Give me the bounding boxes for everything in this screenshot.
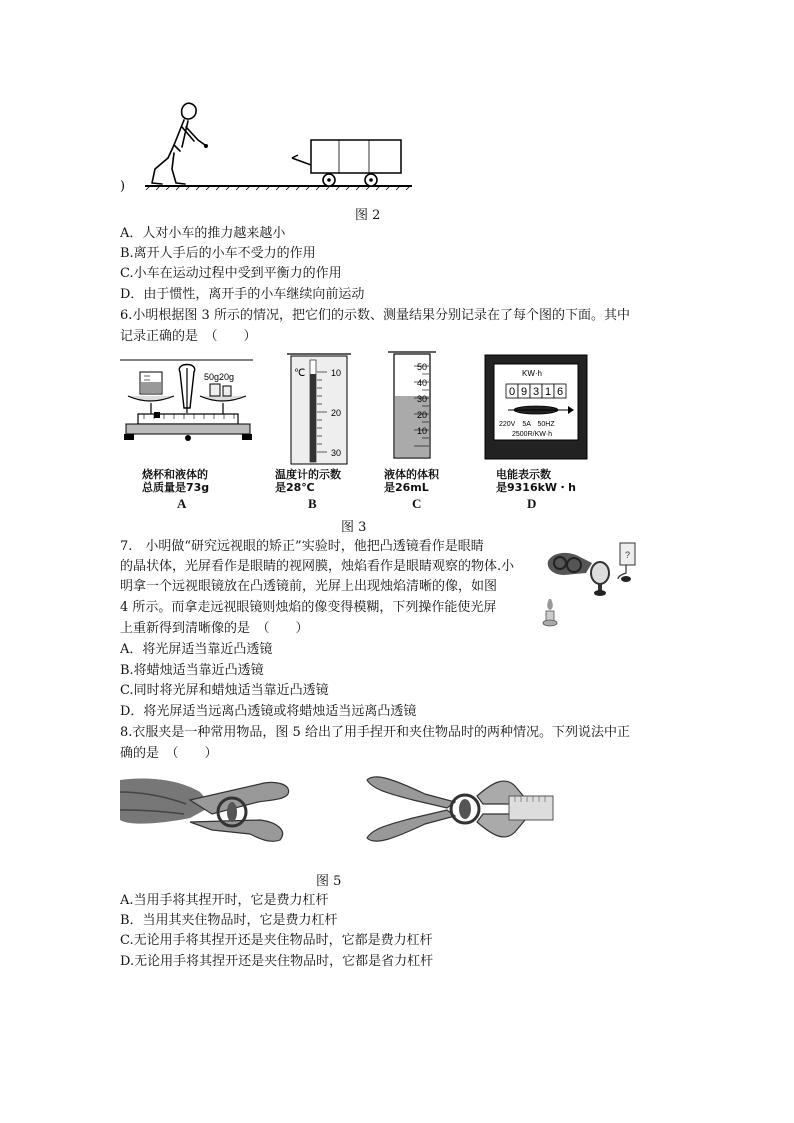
thermometer-tick-20: 20 (331, 408, 342, 418)
q8-option-b: B．当用其夹住物品时，它是费力杠杆 (120, 913, 338, 928)
hand-pinching-clothespin-illustration (120, 770, 295, 848)
figure-3-caption: 图 3 (341, 520, 367, 535)
figure-3a-letter: A (177, 496, 187, 511)
q7-text-line-4: 4 所示。而拿走远视眼镜则烛焰的像变得模糊，下列操作能使光屏 (120, 600, 497, 615)
q5-option-a: A．人对小车的推力越来越小 (120, 226, 286, 241)
figure-3c-letter: C (412, 496, 422, 511)
clothespin-holding-item-illustration (365, 770, 565, 848)
balance-scale-illustration (120, 358, 255, 458)
q7-option-b: B.将蜡烛适当靠近凸透镜 (120, 663, 264, 678)
figure-3c-label-line-2: 是26mL (384, 481, 429, 494)
person-pushing-cart-illustration (120, 95, 420, 195)
figure-3c-label-line-1: 液体的体积 (384, 468, 439, 481)
q5-option-c: C.小车在运动过程中受到平衡力的作用 (120, 266, 342, 281)
screen-mark: ? (625, 550, 631, 560)
q7-text-line-5: 上重新得到清晰像的是 （ ） (120, 621, 309, 636)
meter-rate: 2500R/KW·h (512, 431, 553, 438)
thermometer-illustration (275, 352, 365, 467)
meter-unit: KW·h (522, 369, 542, 378)
figure-3d-letter: D (527, 496, 537, 511)
q8-option-a: A.当用手将其捏开时，它是费力杠杆 (120, 893, 329, 908)
cylinder-tick-50: 50 (417, 362, 428, 372)
q5-option-b: B.离开人手后的小车不受力的作用 (120, 246, 316, 261)
cylinder-tick-20: 20 (417, 410, 428, 420)
cylinder-tick-40: 40 (417, 378, 428, 388)
q7-option-d: D．将光屏适当远离凸透镜或将蜡烛适当远离凸透镜 (120, 704, 417, 719)
meter-specs: 220V 5A 50HZ (499, 421, 555, 428)
figure-2-paren: ) (120, 179, 126, 194)
meter-digit-5: 6 (557, 386, 564, 398)
meter-digit-3: 3 (533, 386, 540, 398)
balance-weights-label: 50g20g (204, 372, 235, 382)
figure-3a-label-line-1: 烧杯和液体的 (142, 468, 208, 481)
figure-3a (120, 358, 255, 511)
figure-3d-label-line-1: 电能表示数 (496, 468, 551, 481)
meter-digit-4: 1 (545, 386, 552, 398)
q8-text-line-1: 8.衣服夹是一种常用物品，图 5 给出了用手捏开和夹住物品时的两种情况。下列说法中正 (120, 725, 630, 740)
q6-text-line-2: 记录正确的是 （ ） (120, 329, 257, 344)
figure-3d-label-line-2: 是9316kW・h (496, 481, 576, 494)
figure-2 (120, 95, 420, 195)
q7-option-c: C.同时将光屏和蜡烛适当靠近凸透镜 (120, 683, 329, 698)
figure-3b (275, 352, 365, 511)
meter-digit-1: 0 (509, 386, 516, 398)
figure-2-caption: 图 2 (355, 208, 381, 223)
figure-4 (540, 533, 640, 631)
q8-text-line-2: 确的是 （ ） (120, 746, 218, 761)
q7-text-line-1: 7. 小明做“研究远视眼的矫正”实验时，他把凸透镜看作是眼睛 (120, 539, 484, 554)
cylinder-tick-30: 30 (417, 394, 428, 404)
figure-3b-label-line-1: 温度计的示数 (275, 468, 341, 481)
figure-5-caption: 图 5 (316, 874, 342, 889)
q8-option-c: C.无论用手将其捏开还是夹住物品时，它都是费力杠杆 (120, 933, 433, 948)
q8-option-d: D.无论用手将其捏开还是夹住物品时，它都是省力杠杆 (120, 954, 434, 969)
q7-text-line-3: 明拿一个远视眼镜放在凸透镜前，光屏上出现烛焰清晰的像，如图 (120, 579, 498, 594)
q7-option-a: A．将光屏适当靠近凸透镜 (120, 642, 273, 657)
thermometer-unit: ℃ (294, 368, 306, 379)
lens-experiment-illustration (540, 533, 640, 631)
measuring-cylinder-illustration (384, 348, 474, 463)
figure-5-right (365, 770, 565, 848)
q7-text-line-2: 的晶状体，光屏看作是眼睛的视网膜，烛焰看作是眼睛观察的物体.小 (120, 559, 515, 574)
figure-3d (484, 354, 596, 511)
figure-3b-label-line-2: 是28℃ (275, 481, 315, 494)
cylinder-tick-10: 10 (417, 426, 428, 436)
figure-5-left (120, 770, 295, 848)
q6-text-line-1: 6.小明根据图 3 所示的情况，把它们的示数、测量结果分别记录在了每个图的下面。其中 (120, 308, 630, 323)
meter-digit-2: 9 (521, 386, 528, 398)
figure-3b-letter: B (308, 496, 317, 511)
thermometer-tick-30: 30 (331, 448, 342, 458)
q5-option-d: D．由于惯性，离开手的小车继续向前运动 (120, 287, 365, 302)
figure-3c (384, 348, 474, 511)
thermometer-tick-10: 10 (331, 368, 342, 378)
electricity-meter-illustration (484, 354, 588, 460)
figure-3a-label-line-2: 总质量是73g (142, 481, 210, 494)
